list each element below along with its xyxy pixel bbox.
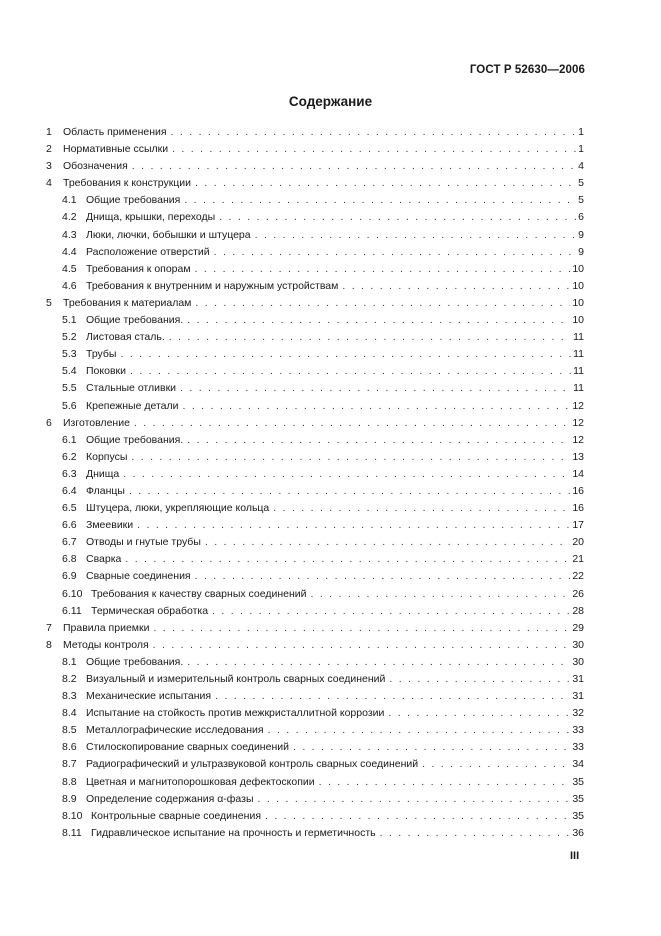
toc-entry[interactable] bbox=[46, 278, 584, 295]
toc-entry-title: Требования к качеству сварных соединений bbox=[91, 587, 307, 600]
dot-leader bbox=[268, 722, 571, 739]
toc-entry-page: 11 bbox=[573, 348, 584, 361]
toc-entry-title: Гидравлическое испытание на прочность и герметичность bbox=[91, 826, 376, 839]
toc-entry-title: Днища bbox=[86, 467, 120, 480]
toc-entry-number: 6.7 bbox=[62, 536, 77, 549]
toc-entry-title: Листовая сталь. bbox=[86, 331, 165, 344]
toc-entry-title: Требования к опорам bbox=[86, 262, 191, 275]
toc-entry-page: 33 bbox=[572, 724, 584, 737]
toc-entry-title: Требования к внутренним и наружным устройствам bbox=[86, 279, 339, 292]
toc-entry-page: 17 bbox=[572, 519, 584, 532]
toc-entry-title: Расположение отверстий bbox=[86, 245, 210, 258]
toc-entry[interactable] bbox=[46, 175, 584, 192]
toc-entry-title: Крепежные детали bbox=[86, 399, 179, 412]
dot-leader bbox=[137, 517, 570, 534]
toc-entry-number: 5.2 bbox=[62, 331, 77, 344]
dot-leader bbox=[215, 688, 570, 705]
toc-entry[interactable] bbox=[46, 209, 584, 226]
toc-entry-title: Контрольные сварные соединения bbox=[91, 809, 261, 822]
toc-entry-page: 5 bbox=[578, 194, 584, 207]
toc-entry[interactable] bbox=[46, 705, 584, 722]
toc-entry-number: 6.6 bbox=[62, 519, 77, 532]
toc-entry-title: Определение содержания α-фазы bbox=[86, 792, 254, 805]
dot-leader bbox=[180, 380, 571, 397]
dot-leader bbox=[422, 756, 570, 773]
toc-entry-title: Сварка bbox=[86, 553, 122, 566]
toc-entry-number: 1 bbox=[46, 126, 52, 138]
toc-entry-number: 8.7 bbox=[62, 758, 77, 771]
dot-leader bbox=[169, 329, 571, 346]
toc-entry-number: 8.4 bbox=[62, 707, 77, 720]
toc-entry-page: 11 bbox=[573, 382, 584, 395]
toc-entry[interactable] bbox=[46, 432, 584, 449]
toc-entry-number: 8.1 bbox=[62, 655, 77, 668]
toc-entry[interactable] bbox=[46, 329, 584, 346]
toc-entry-title: Змеевики bbox=[86, 519, 134, 532]
toc-entry-title: Методы контроля bbox=[63, 638, 149, 651]
toc-entry-title: Правила приемки bbox=[63, 621, 150, 634]
dot-leader bbox=[187, 654, 570, 671]
dot-leader bbox=[273, 500, 570, 517]
toc-entry[interactable] bbox=[46, 825, 584, 842]
toc-entry-page: 32 bbox=[572, 707, 584, 720]
toc-entry-title: Требования к конструкции bbox=[63, 177, 192, 190]
toc-entry[interactable] bbox=[46, 568, 584, 585]
dot-leader bbox=[171, 124, 576, 141]
toc-entry-title: Испытание на стойкость против межкристаллитной коррозии bbox=[86, 707, 385, 720]
toc-entry-page: 28 bbox=[572, 604, 584, 617]
dot-leader bbox=[195, 568, 571, 585]
dot-leader bbox=[132, 158, 576, 175]
toc-entry-page: 16 bbox=[572, 502, 584, 515]
toc-entry[interactable] bbox=[46, 500, 584, 517]
toc-entry[interactable] bbox=[46, 808, 584, 825]
toc-entry-number: 5.1 bbox=[62, 314, 77, 327]
toc-entry-number: 8.8 bbox=[62, 775, 77, 788]
toc-entry-number: 8.9 bbox=[62, 792, 77, 805]
toc-entry-title: Термическая обработка bbox=[91, 604, 209, 617]
toc-entry-title: Обозначения bbox=[63, 160, 128, 173]
toc-entry-page: 1 bbox=[578, 143, 584, 156]
toc-entry-page: 9 bbox=[578, 245, 584, 258]
toc-entry-page: 4 bbox=[578, 160, 584, 173]
toc-entry[interactable] bbox=[46, 261, 584, 278]
toc-entry-title: Общие требования. bbox=[86, 433, 184, 446]
toc-entry-number: 6.4 bbox=[62, 484, 77, 497]
dot-leader bbox=[195, 295, 570, 312]
dot-leader bbox=[125, 551, 570, 568]
toc-entry[interactable] bbox=[46, 295, 584, 312]
toc-entry[interactable] bbox=[46, 586, 584, 603]
dot-leader bbox=[205, 534, 570, 551]
toc-entry-title: Сварные соединения bbox=[86, 570, 191, 583]
toc-entry-page: 30 bbox=[572, 638, 584, 651]
document-designation: ГОСТ Р 52630—2006 bbox=[469, 64, 585, 76]
dot-leader bbox=[265, 808, 570, 825]
toc-entry[interactable] bbox=[46, 158, 584, 175]
dot-leader bbox=[153, 620, 570, 637]
toc-entry-page: 9 bbox=[578, 228, 584, 241]
dot-leader bbox=[195, 261, 571, 278]
dot-leader bbox=[219, 209, 576, 226]
dot-leader bbox=[293, 739, 570, 756]
toc-entry-page: 16 bbox=[572, 484, 584, 497]
dot-leader bbox=[388, 705, 570, 722]
toc-entry-page: 12 bbox=[572, 399, 584, 412]
toc-entry[interactable] bbox=[46, 227, 584, 244]
toc-entry-page: 1 bbox=[578, 126, 584, 138]
toc-entry-number: 5.5 bbox=[62, 382, 77, 395]
toc-entry-title: Трубы bbox=[86, 348, 117, 361]
toc-entry[interactable] bbox=[46, 791, 584, 808]
toc-entry-number: 4.1 bbox=[62, 194, 77, 207]
toc-entry-page: 10 bbox=[572, 314, 584, 327]
toc-entry-number: 3 bbox=[46, 160, 52, 173]
toc-entry-page: 30 bbox=[572, 655, 584, 668]
toc-entry-title: Радиографический и ультразвуковой контроль сварных соединений bbox=[86, 758, 419, 771]
toc-entry-page: 31 bbox=[572, 673, 584, 685]
dot-leader bbox=[120, 346, 571, 363]
toc-entry-number: 4.5 bbox=[62, 262, 77, 275]
toc-entry-page: 11 bbox=[573, 331, 584, 344]
toc-entry-page: 13 bbox=[572, 450, 584, 463]
toc-entry-number: 8 bbox=[46, 638, 52, 651]
toc-entry[interactable] bbox=[46, 534, 584, 551]
toc-entry[interactable] bbox=[46, 739, 584, 756]
dot-leader bbox=[123, 466, 570, 483]
toc-entry-page: 35 bbox=[572, 775, 584, 788]
toc-entry-number: 2 bbox=[46, 143, 52, 156]
toc-entry-title: Стальные отливки bbox=[86, 382, 177, 395]
toc-entry-title: Штуцера, люки, укрепляющие кольца bbox=[86, 502, 270, 515]
dot-leader bbox=[258, 791, 571, 808]
toc-entry-number: 4.6 bbox=[62, 279, 77, 292]
dot-leader bbox=[182, 398, 570, 415]
toc-entry-number: 6.9 bbox=[62, 570, 77, 583]
toc-entry-number: 6.1 bbox=[62, 433, 77, 446]
toc-entry[interactable] bbox=[46, 363, 584, 380]
toc-entry-page: 21 bbox=[572, 553, 584, 566]
toc-entry[interactable] bbox=[46, 671, 584, 688]
dot-leader bbox=[172, 141, 576, 158]
toc-entry-title: Визуальный и измерительный контроль сварных соединений bbox=[86, 673, 386, 685]
toc-entry-title: Днища, крышки, переходы bbox=[86, 211, 216, 224]
toc-entry-number: 8.10 bbox=[62, 809, 83, 822]
toc-entry-page: 12 bbox=[572, 433, 584, 446]
toc-entry-number: 6.11 bbox=[62, 604, 82, 617]
dot-leader bbox=[380, 825, 571, 842]
toc-entry-page: 34 bbox=[572, 758, 584, 771]
toc-entry[interactable] bbox=[46, 774, 584, 791]
page-title: Содержание bbox=[288, 94, 373, 109]
toc-entry-title: Люки, лючки, бобышки и штуцера bbox=[86, 228, 251, 241]
toc-entry[interactable] bbox=[46, 551, 584, 568]
toc-entry-page: 31 bbox=[572, 690, 584, 703]
toc-entry[interactable] bbox=[46, 466, 584, 483]
toc-entry-number: 5.6 bbox=[62, 399, 77, 412]
toc-entry-title: Изготовление bbox=[63, 416, 130, 429]
toc-entry[interactable] bbox=[46, 688, 584, 705]
toc-entry[interactable] bbox=[46, 141, 584, 158]
toc-entry-number: 8.2 bbox=[62, 673, 77, 685]
toc-entry-page: 12 bbox=[572, 416, 584, 429]
toc-entry-number: 6.8 bbox=[62, 553, 77, 566]
dot-leader bbox=[212, 603, 570, 620]
toc-entry[interactable] bbox=[46, 722, 584, 739]
toc-entry[interactable] bbox=[46, 244, 584, 261]
toc-entry-title: Общие требования. bbox=[86, 655, 184, 668]
toc-entry[interactable] bbox=[46, 449, 584, 466]
toc-entry-number: 6.5 bbox=[62, 502, 77, 515]
dot-leader bbox=[134, 415, 570, 432]
toc-entry-number: 6 bbox=[46, 416, 52, 429]
toc-entry-page: 14 bbox=[572, 467, 584, 480]
toc-entry[interactable] bbox=[46, 398, 584, 415]
toc-entry-page: 10 bbox=[572, 296, 584, 309]
toc-entry-title: Требования к материалам bbox=[63, 296, 192, 309]
dot-leader bbox=[255, 227, 576, 244]
toc-entry[interactable] bbox=[46, 637, 584, 654]
dot-leader bbox=[214, 244, 576, 261]
toc-entry[interactable] bbox=[46, 620, 584, 637]
toc-entry-page: 20 bbox=[572, 536, 584, 549]
toc-entry-number: 8.3 bbox=[62, 690, 77, 703]
toc-entry-number: 4.2 bbox=[62, 211, 77, 224]
toc-entry[interactable] bbox=[46, 124, 584, 141]
toc-entry-title: Цветная и магнитопорошковая дефектоскопии bbox=[86, 775, 315, 788]
dot-leader bbox=[131, 449, 570, 466]
dot-leader bbox=[195, 175, 576, 192]
toc-entry-number: 8.11 bbox=[62, 826, 82, 839]
toc-entry-title: Корпусы bbox=[86, 450, 128, 463]
toc-entry-title: Область применения bbox=[63, 126, 167, 138]
toc-entry-number: 5.4 bbox=[62, 365, 77, 378]
toc-entry[interactable] bbox=[46, 380, 584, 397]
toc-entry-title: Фланцы bbox=[86, 484, 125, 497]
toc-entry-number: 6.2 bbox=[62, 450, 77, 463]
toc-entry-page: 33 bbox=[572, 741, 584, 754]
toc-entry-number: 4.4 bbox=[62, 245, 77, 258]
toc-entry-number: 8.6 bbox=[62, 741, 77, 754]
toc-entry-page: 10 bbox=[572, 262, 584, 275]
page-number: III bbox=[570, 850, 580, 862]
toc-entry[interactable] bbox=[46, 312, 584, 329]
toc-entry-number: 6.3 bbox=[62, 467, 77, 480]
toc-entry-page: 6 bbox=[578, 211, 584, 224]
toc-entry-number: 5 bbox=[46, 296, 52, 309]
toc-entry-title: Нормативные ссылки bbox=[63, 143, 169, 156]
toc-entry-title: Поковки bbox=[86, 365, 126, 378]
toc-entry-number: 6.10 bbox=[62, 587, 83, 600]
toc-entry[interactable] bbox=[46, 192, 584, 209]
toc-entry-page: 26 bbox=[572, 587, 584, 600]
toc-entry-page: 5 bbox=[578, 177, 584, 190]
toc-entry-page: 22 bbox=[572, 570, 584, 583]
toc-entry[interactable] bbox=[46, 415, 584, 432]
toc-entry-page: 36 bbox=[572, 826, 584, 839]
toc-entry[interactable] bbox=[46, 483, 584, 500]
toc-entry-number: 5.3 bbox=[62, 348, 77, 361]
toc-entry-number: 8.5 bbox=[62, 724, 77, 737]
toc-entry-page: 29 bbox=[572, 621, 584, 634]
dot-leader bbox=[342, 278, 570, 295]
toc-entry[interactable] bbox=[46, 654, 584, 671]
toc-entry-page: 35 bbox=[572, 792, 584, 805]
toc-entry-title: Отводы и гнутые трубы bbox=[86, 536, 201, 549]
toc-entry-number: 7 bbox=[46, 621, 52, 634]
dot-leader bbox=[130, 363, 571, 380]
dot-leader bbox=[319, 774, 571, 791]
toc-entry-title: Металлографические исследования bbox=[86, 724, 264, 737]
toc-entry-title: Общие требования. bbox=[86, 314, 184, 327]
toc-entry-number: 4.3 bbox=[62, 228, 77, 241]
toc-entry-title: Стилоскопирование сварных соединений bbox=[86, 741, 289, 754]
toc-entry[interactable] bbox=[46, 517, 584, 534]
toc-entry[interactable] bbox=[46, 346, 584, 363]
dot-leader bbox=[389, 671, 570, 688]
dot-leader bbox=[184, 192, 576, 209]
toc-entry-page: 11 bbox=[573, 365, 584, 378]
dot-leader bbox=[153, 637, 571, 654]
dot-leader bbox=[187, 432, 570, 449]
toc-entry-page: 10 bbox=[572, 279, 584, 292]
toc-entry-title: Общие требования bbox=[86, 194, 181, 207]
toc-entry[interactable] bbox=[46, 756, 584, 773]
dot-leader bbox=[187, 312, 570, 329]
dot-leader bbox=[129, 483, 570, 500]
table-of-contents bbox=[46, 124, 584, 842]
toc-entry-title: Механические испытания bbox=[86, 690, 212, 703]
toc-entry-page: 35 bbox=[572, 809, 584, 822]
dot-leader bbox=[311, 586, 571, 603]
toc-entry[interactable] bbox=[46, 603, 584, 620]
toc-entry-number: 4 bbox=[46, 177, 52, 190]
